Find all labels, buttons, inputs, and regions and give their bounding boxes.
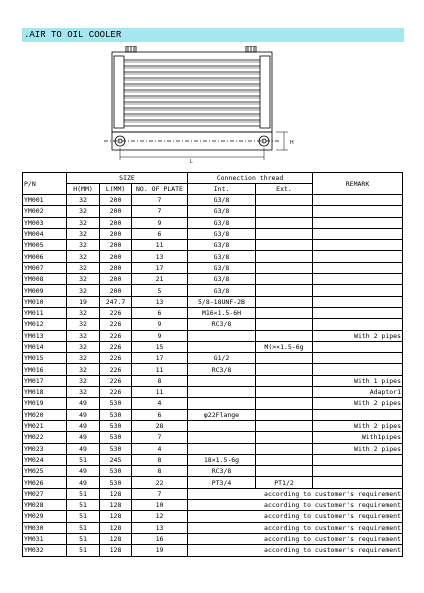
cell-plates: 9 — [132, 330, 188, 341]
oil-cooler-drawing — [100, 46, 310, 164]
cell-plates: 6 — [132, 228, 188, 239]
cell-remark: With 2 pipes — [313, 420, 403, 431]
cell-int: G3/8 — [188, 274, 256, 285]
table-row — [23, 240, 403, 251]
cell-l: 200 — [100, 240, 132, 251]
cell-pn: YM029 — [23, 511, 67, 522]
cell-plates: 7 — [132, 206, 188, 217]
table-row — [23, 206, 403, 217]
cell-int: G3/8 — [188, 228, 256, 239]
cell-l: 226 — [100, 364, 132, 375]
cell-ext — [256, 195, 313, 206]
cell-pn: YM013 — [23, 330, 67, 341]
header-remark: REMARK — [313, 173, 403, 195]
table-row — [23, 285, 403, 296]
cell-remark — [313, 466, 403, 477]
cell-l: 128 — [100, 545, 132, 556]
cell-note: according to customer's requirement — [188, 500, 403, 511]
cell-h: 49 — [67, 398, 100, 409]
table-row — [23, 387, 403, 398]
cell-int: G3/8 — [188, 285, 256, 296]
cell-l: 200 — [100, 217, 132, 228]
header-connection: Connection thread — [188, 173, 313, 184]
cell-l: 200 — [100, 251, 132, 262]
cell-pn: YM021 — [23, 420, 67, 431]
cell-remark: With 2 pipes — [313, 330, 403, 341]
cell-ext — [256, 206, 313, 217]
cell-plates: 7 — [132, 195, 188, 206]
page-title: .AIR TO OIL COOLER — [22, 28, 404, 42]
cell-note: according to customer's requirement — [188, 545, 403, 556]
header-size: SIZE — [67, 173, 188, 184]
cell-int — [188, 330, 256, 341]
cell-remark — [313, 319, 403, 330]
cell-l: 226 — [100, 387, 132, 398]
cell-h: 32 — [67, 375, 100, 386]
cell-pn: YM022 — [23, 432, 67, 443]
table-row — [23, 375, 403, 386]
cell-pn: YM012 — [23, 319, 67, 330]
cell-l: 128 — [100, 522, 132, 533]
cell-h: 32 — [67, 228, 100, 239]
cell-ext — [256, 387, 313, 398]
cell-remark — [313, 251, 403, 262]
cell-ext — [256, 285, 313, 296]
cell-int: RC3/8 — [188, 319, 256, 330]
cell-pn: YM019 — [23, 398, 67, 409]
table-row — [23, 274, 403, 285]
cell-l: 530 — [100, 443, 132, 454]
cell-plates: 10 — [132, 500, 188, 511]
spec-table — [22, 172, 403, 557]
cell-int: PT3/4 — [188, 477, 256, 488]
header-l: L(MM) — [100, 184, 132, 195]
cell-h: 49 — [67, 443, 100, 454]
table-row — [23, 488, 403, 499]
header-plates: NO. OF PLATE — [132, 184, 188, 195]
cell-pn: YM007 — [23, 262, 67, 273]
cell-h: 32 — [67, 195, 100, 206]
cell-ext: PT1/2 — [256, 477, 313, 488]
cell-plates: 16 — [132, 533, 188, 544]
cell-pn: YM017 — [23, 375, 67, 386]
cell-remark — [313, 296, 403, 307]
cell-ext — [256, 398, 313, 409]
cell-ext — [256, 296, 313, 307]
cell-l: 200 — [100, 228, 132, 239]
table-row — [23, 533, 403, 544]
cell-l: 530 — [100, 477, 132, 488]
cell-int: 18×1.5-6g — [188, 454, 256, 465]
cell-plates: 15 — [132, 341, 188, 352]
cell-ext — [256, 443, 313, 454]
cell-plates: 4 — [132, 398, 188, 409]
cell-h: 32 — [67, 319, 100, 330]
cell-pn: YM002 — [23, 206, 67, 217]
table-row — [23, 545, 403, 556]
cell-pn: YM004 — [23, 228, 67, 239]
cell-plates: 13 — [132, 522, 188, 533]
cell-remark: Adaptor1 — [313, 387, 403, 398]
cell-plates: 7 — [132, 432, 188, 443]
cell-int — [188, 375, 256, 386]
cell-remark — [313, 217, 403, 228]
cell-pn: YM032 — [23, 545, 67, 556]
cell-int: φ22Flange — [188, 409, 256, 420]
cell-plates: 17 — [132, 262, 188, 273]
cell-ext — [256, 454, 313, 465]
cell-pn: YM027 — [23, 488, 67, 499]
cell-remark — [313, 274, 403, 285]
cell-l: 226 — [100, 307, 132, 318]
cell-pn: YM031 — [23, 533, 67, 544]
cell-remark — [313, 195, 403, 206]
cell-pn: YM026 — [23, 477, 67, 488]
cell-ext — [256, 262, 313, 273]
cell-plates: 7 — [132, 488, 188, 499]
cell-l: 226 — [100, 330, 132, 341]
cell-int: G3/8 — [188, 262, 256, 273]
cell-l: 226 — [100, 375, 132, 386]
cell-remark — [313, 477, 403, 488]
table-row — [23, 409, 403, 420]
cell-remark — [313, 228, 403, 239]
table-row — [23, 307, 403, 318]
spec-table-body — [23, 173, 403, 557]
cell-pn: YM003 — [23, 217, 67, 228]
cell-int — [188, 398, 256, 409]
cell-l: 200 — [100, 206, 132, 217]
header-int: Int. — [188, 184, 256, 195]
table-row — [23, 228, 403, 239]
cell-h: 49 — [67, 409, 100, 420]
cell-ext — [256, 409, 313, 420]
cell-pn: YM008 — [23, 274, 67, 285]
cell-h: 32 — [67, 341, 100, 352]
cell-pn: YM023 — [23, 443, 67, 454]
cell-remark: With1pipes — [313, 432, 403, 443]
cell-note: according to customer's requirement — [188, 511, 403, 522]
cell-plates: 11 — [132, 240, 188, 251]
cell-plates: 19 — [132, 545, 188, 556]
table-row — [23, 330, 403, 341]
cell-l: 530 — [100, 466, 132, 477]
cell-l: 128 — [100, 511, 132, 522]
cell-h: 32 — [67, 251, 100, 262]
cell-h: 32 — [67, 274, 100, 285]
cell-l: 530 — [100, 420, 132, 431]
cell-int — [188, 387, 256, 398]
cell-remark — [313, 206, 403, 217]
table-row — [23, 500, 403, 511]
cell-h: 49 — [67, 466, 100, 477]
cell-l: 530 — [100, 432, 132, 443]
cell-int: G3/8 — [188, 206, 256, 217]
table-row — [23, 443, 403, 454]
cell-plates: 11 — [132, 387, 188, 398]
cell-plates: 13 — [132, 296, 188, 307]
cell-int: G3/8 — [188, 251, 256, 262]
cell-int: M16×1.5-6H — [188, 307, 256, 318]
cell-int: G3/8 — [188, 217, 256, 228]
cell-h: 32 — [67, 353, 100, 364]
table-row — [23, 477, 403, 488]
cell-ext — [256, 432, 313, 443]
cell-h: 49 — [67, 420, 100, 431]
cell-pn: YM015 — [23, 353, 67, 364]
cell-l: 247.7 — [100, 296, 132, 307]
cell-h: 32 — [67, 206, 100, 217]
cell-plates: 8 — [132, 454, 188, 465]
table-row — [23, 454, 403, 465]
cell-ext — [256, 251, 313, 262]
cell-int — [188, 341, 256, 352]
cell-ext — [256, 274, 313, 285]
cell-int: G1/2 — [188, 353, 256, 364]
table-row — [23, 195, 403, 206]
cell-plates: 22 — [132, 477, 188, 488]
cell-h: 32 — [67, 307, 100, 318]
cell-pn: YM006 — [23, 251, 67, 262]
cell-plates: 5 — [132, 285, 188, 296]
cell-l: 226 — [100, 353, 132, 364]
cell-ext — [256, 466, 313, 477]
cell-ext — [256, 330, 313, 341]
cell-note: according to customer's requirement — [188, 522, 403, 533]
cell-h: 51 — [67, 511, 100, 522]
header-h: H(MM) — [67, 184, 100, 195]
cell-h: 32 — [67, 330, 100, 341]
cell-h: 51 — [67, 488, 100, 499]
cell-pn: YM018 — [23, 387, 67, 398]
cell-int — [188, 432, 256, 443]
cell-h: 51 — [67, 454, 100, 465]
cell-h: 51 — [67, 533, 100, 544]
cell-remark — [313, 240, 403, 251]
cell-h: 49 — [67, 477, 100, 488]
table-row — [23, 511, 403, 522]
table-row — [23, 251, 403, 262]
header-row-1 — [23, 173, 403, 184]
cell-h: 32 — [67, 217, 100, 228]
cell-plates: 17 — [132, 353, 188, 364]
cell-remark — [313, 307, 403, 318]
cell-int: RC3/8 — [188, 364, 256, 375]
table-row — [23, 398, 403, 409]
cell-l: 530 — [100, 398, 132, 409]
table-row — [23, 341, 403, 352]
cell-plates: 9 — [132, 319, 188, 330]
cell-ext — [256, 319, 313, 330]
cell-pn: YM011 — [23, 307, 67, 318]
cell-ext — [256, 217, 313, 228]
table-row — [23, 420, 403, 431]
cell-plates: 11 — [132, 364, 188, 375]
cell-ext — [256, 364, 313, 375]
cell-pn: YM020 — [23, 409, 67, 420]
cell-l: 226 — [100, 319, 132, 330]
cell-l: 226 — [100, 341, 132, 352]
cell-l: 200 — [100, 285, 132, 296]
table-row — [23, 353, 403, 364]
cell-plates: 6 — [132, 307, 188, 318]
cell-int: 5/8-18UNF-2B — [188, 296, 256, 307]
cell-remark: With 2 pipes — [313, 443, 403, 454]
cell-plates: 8 — [132, 375, 188, 386]
cell-l: 128 — [100, 533, 132, 544]
cell-h: 51 — [67, 545, 100, 556]
cell-h: 32 — [67, 285, 100, 296]
cell-remark — [313, 364, 403, 375]
cell-plates: 9 — [132, 217, 188, 228]
table-row — [23, 319, 403, 330]
cell-l: 530 — [100, 409, 132, 420]
cell-remark: With 1 pipes — [313, 375, 403, 386]
cell-plates: 8 — [132, 466, 188, 477]
cell-h: 51 — [67, 500, 100, 511]
cell-note: according to customer's requirement — [188, 533, 403, 544]
cell-ext — [256, 420, 313, 431]
cell-plates: 12 — [132, 511, 188, 522]
cell-l: 200 — [100, 262, 132, 273]
cell-ext — [256, 375, 313, 386]
cell-plates: 28 — [132, 420, 188, 431]
cell-pn: YM010 — [23, 296, 67, 307]
cell-int: RC3/8 — [188, 466, 256, 477]
cell-pn: YM016 — [23, 364, 67, 375]
cell-h: 32 — [67, 262, 100, 273]
cell-pn: YM014 — [23, 341, 67, 352]
table-row — [23, 522, 403, 533]
cell-plates: 21 — [132, 274, 188, 285]
cell-plates: 6 — [132, 409, 188, 420]
cell-remark: With 2 pipes — [313, 398, 403, 409]
cell-int: G3/8 — [188, 240, 256, 251]
cell-remark — [313, 353, 403, 364]
cell-h: 32 — [67, 387, 100, 398]
cell-remark — [313, 341, 403, 352]
cell-ext: M(>×1.5-6g — [256, 341, 313, 352]
table-row — [23, 364, 403, 375]
cell-h: 49 — [67, 432, 100, 443]
cell-l: 200 — [100, 195, 132, 206]
cell-plates: 4 — [132, 443, 188, 454]
cell-int — [188, 420, 256, 431]
cell-l: 245 — [100, 454, 132, 465]
cell-int — [188, 443, 256, 454]
cell-h: 51 — [67, 522, 100, 533]
cell-ext — [256, 307, 313, 318]
cell-pn: YM005 — [23, 240, 67, 251]
dim-h-label: H — [290, 140, 294, 146]
table-row — [23, 466, 403, 477]
cell-int: G3/8 — [188, 195, 256, 206]
table-row — [23, 217, 403, 228]
table-row — [23, 432, 403, 443]
cell-ext — [256, 353, 313, 364]
cell-pn: YM025 — [23, 466, 67, 477]
cell-ext — [256, 228, 313, 239]
cell-l: 128 — [100, 488, 132, 499]
cell-h: 19 — [67, 296, 100, 307]
cell-remark — [313, 285, 403, 296]
cell-pn: YM009 — [23, 285, 67, 296]
cell-h: 32 — [67, 364, 100, 375]
cell-remark — [313, 409, 403, 420]
cell-pn: YM001 — [23, 195, 67, 206]
header-pn: P/N — [23, 173, 67, 195]
cell-pn: YM024 — [23, 454, 67, 465]
cell-remark — [313, 454, 403, 465]
table-row — [23, 296, 403, 307]
cell-remark — [313, 262, 403, 273]
cell-l: 128 — [100, 500, 132, 511]
cell-h: 32 — [67, 240, 100, 251]
cell-ext — [256, 240, 313, 251]
cell-pn: YM028 — [23, 500, 67, 511]
header-ext: Ext. — [256, 184, 313, 195]
dim-l-label: L — [190, 159, 193, 164]
cell-l: 200 — [100, 274, 132, 285]
cell-note: according to customer's requirement — [188, 488, 403, 499]
table-row — [23, 262, 403, 273]
cell-plates: 13 — [132, 251, 188, 262]
cell-pn: YM030 — [23, 522, 67, 533]
